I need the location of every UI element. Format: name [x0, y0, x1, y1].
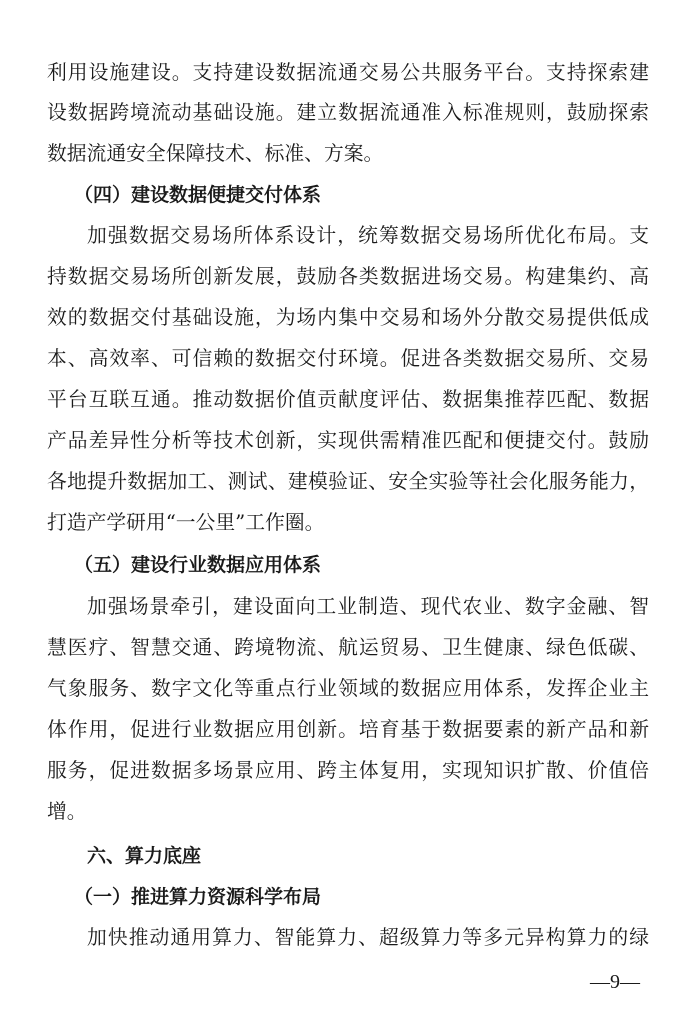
text-line: 打造产学研用“一公里”工作圈。: [47, 511, 325, 534]
text-line: 服务，促进数据多场景应用、跨主体复用，实现知识扩散、价值倍: [47, 759, 649, 782]
section-heading: （四）建设数据便捷交付体系: [74, 184, 322, 206]
text-line: 利用设施建设。支持建设数据流通交易公共服务平台。支持探索建: [47, 61, 649, 84]
text-line: 体作用，促进行业数据应用创新。培育基于数据要素的新产品和新: [47, 718, 649, 741]
text-line: 加强数据交易场所体系设计，统筹数据交易场所优化布局。支: [87, 224, 649, 247]
page-number: —9—: [590, 971, 640, 993]
text-line: 加强场景牵引，建设面向工业制造、现代农业、数字金融、智: [87, 595, 649, 618]
section-heading: （一）推进算力资源科学布局: [74, 886, 322, 908]
text-line: 平台互联互通。推动数据价值贡献度评估、数据集推荐匹配、数据: [47, 388, 649, 411]
text-line: 各地提升数据加工、测试、建模验证、安全实验等社会化服务能力，: [47, 470, 649, 493]
text-line: 设数据跨境流动基础设施。建立数据流通准入标准规则，鼓励探索: [47, 101, 649, 124]
text-line: 本、高效率、可信赖的数据交付环境。促进各类数据交易所、交易: [47, 347, 649, 370]
text-line: 加快推动通用算力、智能算力、超级算力等多元异构算力的绿: [87, 926, 649, 949]
text-line: 增。: [47, 800, 87, 823]
text-line: 气象服务、数字文化等重点行业领域的数据应用体系，发挥企业主: [47, 677, 649, 700]
section-heading: （五）建设行业数据应用体系: [74, 554, 322, 576]
text-line: 持数据交易场所创新发展，鼓励各类数据进场交易。构建集约、高: [47, 265, 649, 288]
chapter-heading: 六、算力底座: [87, 845, 202, 867]
text-line: 慧医疗、智慧交通、跨境物流、航运贸易、卫生健康、绿色低碳、: [47, 636, 649, 659]
text-line: 产品差异性分析等技术创新，实现供需精准匹配和便捷交付。鼓励: [47, 429, 649, 452]
text-line: 数据流通安全保障技术、标准、方案。: [47, 142, 384, 165]
text-line: 效的数据交付基础设施，为场内集中交易和场外分散交易提供低成: [47, 306, 649, 329]
